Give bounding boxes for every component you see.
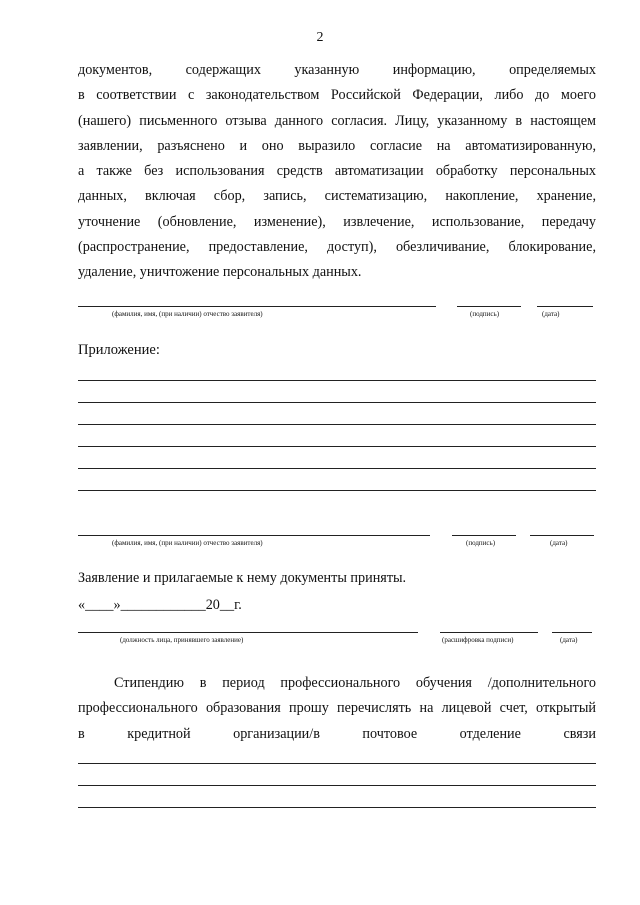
- acceptance-date-line: «____»____________20__г.: [78, 597, 242, 613]
- paragraph-line: документов, содержащих указанную информацию, определяемых: [78, 62, 596, 78]
- signature-decoding-caption: (расшифровка подписи): [442, 636, 514, 644]
- applicant-name-caption: (фамилия, имя, (при наличии) отчество заявителя): [112, 539, 263, 547]
- date-line[interactable]: [537, 306, 593, 307]
- date-caption: (дата): [560, 636, 578, 644]
- date-caption: (дата): [542, 310, 560, 318]
- paragraph-line: уточнение (обновление, изменение), извлечение, использование, передачу: [78, 213, 596, 230]
- appendix-line[interactable]: [78, 468, 596, 469]
- date-line[interactable]: [530, 535, 594, 536]
- date-line[interactable]: [552, 632, 592, 633]
- applicant-name-line[interactable]: [78, 535, 430, 536]
- signature-caption: (подпись): [470, 310, 500, 318]
- signature-caption: (подпись): [466, 539, 496, 547]
- paragraph-line: удаление, уничтожение персональных данных.: [78, 264, 362, 281]
- date-caption: (дата): [550, 539, 568, 547]
- appendix-line[interactable]: [78, 380, 596, 381]
- signature-line[interactable]: [452, 535, 516, 536]
- paragraph-line: данных, включая сбор, запись, систематизацию, накопление, хранение,: [78, 188, 596, 205]
- signature-line[interactable]: [457, 306, 521, 307]
- stipend-paragraph: [78, 671, 596, 747]
- paragraph-line: (распространение, предоставление, доступ), обезличивание, блокирование,: [78, 239, 596, 256]
- official-position-line[interactable]: [78, 632, 418, 633]
- paragraph-line: профессионального образования прошу перечислять на лицевой счет, открытый: [78, 700, 596, 717]
- stipend-line[interactable]: [78, 763, 596, 764]
- applicant-name-caption: (фамилия, имя, (при наличии) отчество заявителя): [112, 310, 263, 318]
- appendix-line[interactable]: [78, 490, 596, 491]
- paragraph-line: в кредитной организации/в почтовое отделение связи: [78, 725, 596, 742]
- paragraph-line: а также без использования средств автоматизации обработку персональных: [78, 163, 596, 180]
- paragraph-line: заявлении, разъяснено и оно выразило согласие на автоматизированную,: [78, 137, 596, 154]
- stipend-line[interactable]: [78, 785, 596, 786]
- appendix-title: Приложение:: [78, 342, 160, 358]
- paragraph-line: в соответствии с законодательством Российской Федерации, либо до моего: [78, 87, 596, 104]
- acceptance-text: Заявление и прилагаемые к нему документы приняты.: [78, 570, 407, 586]
- applicant-name-line[interactable]: [78, 306, 436, 307]
- paragraph-line: Стипендию в период профессионального обучения /дополнительного: [114, 675, 596, 691]
- appendix-line[interactable]: [78, 402, 596, 403]
- appendix-line[interactable]: [78, 424, 596, 425]
- paragraph-line: (нашего) письменного отзыва данного согласия. Лицу, указанному в настоящем: [78, 112, 596, 129]
- consent-paragraph: [78, 58, 596, 286]
- official-position-caption: (должность лица, принявшего заявление): [120, 636, 244, 644]
- page-number: 2: [316, 30, 324, 45]
- stipend-line[interactable]: [78, 807, 596, 808]
- signature-decoding-line[interactable]: [440, 632, 538, 633]
- appendix-line[interactable]: [78, 446, 596, 447]
